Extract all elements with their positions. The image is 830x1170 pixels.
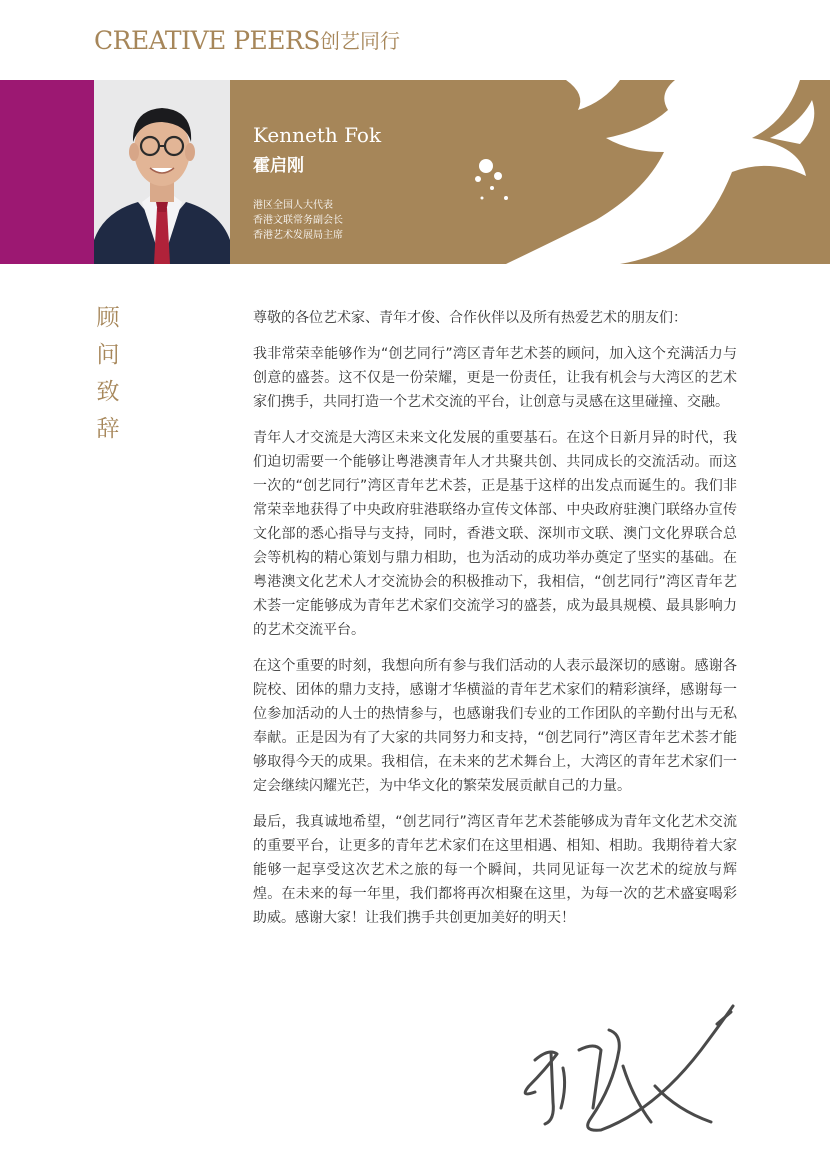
person-name-en: Kenneth Fok — [253, 123, 382, 147]
letter-paragraph: 我非常荣幸能够作为“创艺同行”湾区青年艺术荟的顾问，加入这个充满活力与创意的盛荟。这不仅是一份荣耀，更是一份责任，让我有机会与大湾区的艺术家们携手，共同打造一个艺术交流的平台，让创意与灵感在这里碰撞、交融。 — [253, 346, 737, 410]
letter-paragraph: 在这个重要的时刻，我想向所有参与我们活动的人表示最深切的感谢。感谢各院校、团体的鼎力支持，感谢才华横溢的青年艺术家们的精彩演绎，感谢每一位参加活动的人士的热情参与，也感谢我们专业的工作团队的辛勤付出与无私奉献。正是因为有了大家的共同努力和支持，“创艺同行”湾区青年艺术荟才能够取得今天的成果。我相信，在未来的艺术舞台上，大湾区的青年艺术家们一定会继续闪耀光芒，为中华文化的繁荣发展贡献自己的力量。 — [253, 658, 737, 794]
section-title-char: 致 — [96, 379, 120, 405]
portrait-illustration — [94, 80, 230, 264]
person-name-zh: 霍启刚 — [253, 156, 304, 176]
brand-name-en: CREATIVE PEERS — [94, 26, 320, 55]
section-title-char: 辞 — [96, 416, 120, 442]
handwritten-signature — [505, 990, 745, 1150]
person-titles — [253, 198, 343, 243]
section-title-char: 问 — [96, 342, 120, 368]
page-header — [0, 0, 830, 80]
portrait-photo — [94, 80, 230, 264]
letter-body — [253, 306, 737, 942]
letter-paragraph: 最后，我真诚地希望，“创艺同行”湾区青年艺术荟能够成为青年文化艺术交流的重要平台，让更多的青年艺术家们在这里相遇、相知、相助。我期待着大家能够一起享受这次艺术之旅的每一个瞬间，共同见证每一次艺术的绽放与辉煌。在未来的每一年里，我们都将再次相聚在这里，为每一次的艺术盛宴喝彩助威。感谢大家！让我们携手共创更加美好的明天！ — [253, 814, 737, 926]
profile-banner — [0, 80, 830, 264]
brand-name-zh: 创艺同行 — [320, 29, 400, 53]
section-title-vertical — [92, 300, 124, 448]
letter-salutation: 尊敬的各位艺术家、青年才俊、合作伙伴以及所有热爱艺术的朋友们： — [253, 310, 687, 326]
title-line: 港区全国人大代表 — [253, 200, 333, 211]
title-line: 香港艺术发展局主席 — [253, 230, 343, 241]
title-line: 香港文联常务副会长 — [253, 215, 343, 226]
brush-stroke-decoration — [470, 80, 830, 264]
section-title-char: 顾 — [96, 305, 120, 331]
magenta-accent-bar — [0, 80, 94, 264]
letter-paragraph: 青年人才交流是大湾区未来文化发展的重要基石。在这个日新月异的时代，我们迫切需要一个能够让粤港澳青年人才共聚共创、共同成长的交流活动。而这一次的“创艺同行”湾区青年艺术荟，正是基于这样的出发点而诞生的。我们非常荣幸地获得了中央政府驻港联络办宣传文体部、中央政府驻澳门联络办宣传文化部的悉心指导与支持，同时，香港文联、深圳市文联、澳门文化界联合总会等机构的精心策划与鼎力相助，也为活动的成功举办奠定了坚实的基础。在粤港澳文化艺术人才交流协会的积极推动下，我相信，“创艺同行”湾区青年艺术荟一定能够成为青年艺术家们交流学习的盛荟，成为最具规模、最具影响力的艺术交流平台。 — [253, 430, 737, 638]
